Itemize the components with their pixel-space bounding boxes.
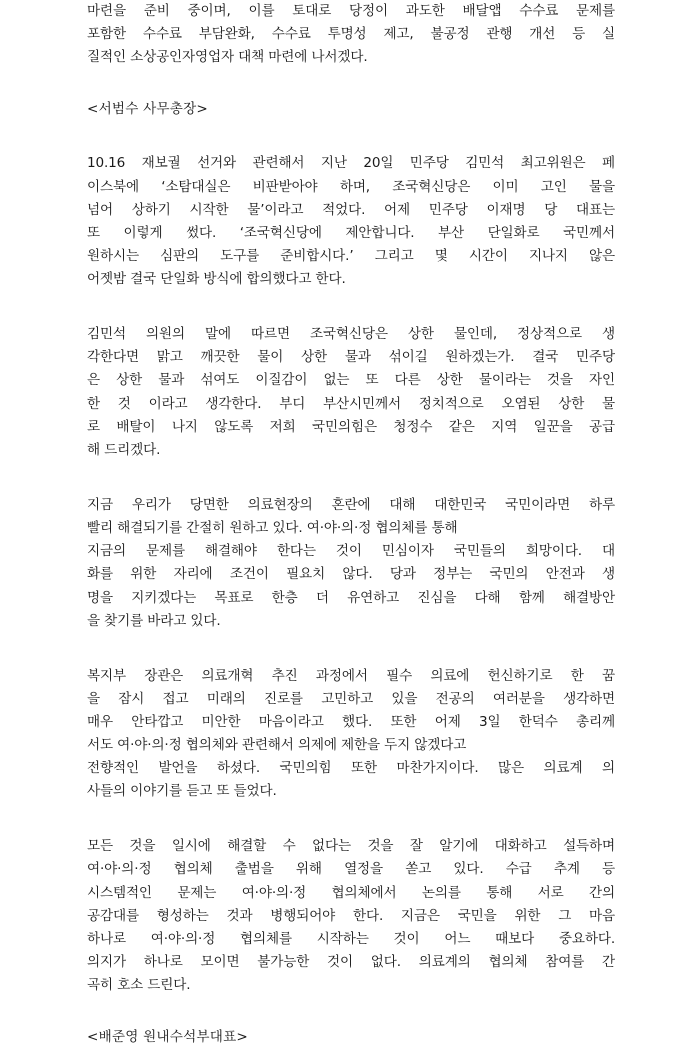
text-line: 매우 안타깝고 미안한 마음이라고 했다. 또한 어제 3일 한덕수 총리께 <box>87 713 615 730</box>
text-line: 한 것 이라고 생각한다. 부디 부산시민께서 정치적으로 오염된 상한 물 <box>87 395 615 412</box>
paragraph <box>87 835 615 997</box>
text-line: 넘어 상하기 시작한 물’이라고 적었다. 어제 민주당 이재명 당 대표는 <box>87 201 615 218</box>
text-line: 화를 위한 자리에 조건이 필요치 않다. 당과 정부는 국민의 안전과 생 <box>87 566 615 583</box>
text-line: 은 상한 물과 섞여도 이질감이 없는 또 다른 상한 물이라는 것을 자인 <box>87 372 615 389</box>
text-line: 시스템적인 문제는 여·야·의·정 협의체에서 논의를 통해 서로 간의 <box>87 884 615 901</box>
text-line: 김민석 의원의 말에 따르면 조국혁신당은 상한 물인데, 정상적으로 생 <box>87 326 615 343</box>
text-line: 마련을 준비 중이며, 이를 토대로 당정이 과도한 배달앱 수수료 문제를 <box>87 3 615 19</box>
text-line: 을 잠시 접고 미래의 진로를 고민하고 있을 전공의 여러분을 생각하면 <box>87 690 615 707</box>
paragraph <box>87 323 615 462</box>
text-line: 하나로 여·야·의·정 협의체를 시작하는 것이 어느 때보다 중요하다. <box>87 930 615 947</box>
text-line: 각한다면 맑고 깨끗한 물이 상한 물과 섞이길 원하겠는가. 결국 민주당 <box>87 349 615 366</box>
text-line: 원하시는 심판의 도구를 준비합시다.’ 그리고 몇 시간이 지나지 않은 <box>87 248 615 265</box>
text-line: 해 드리겠다. <box>87 442 161 458</box>
paragraph <box>87 152 615 291</box>
paragraph <box>87 665 615 804</box>
text-line: 을 찾기를 바라고 있다. <box>87 612 221 629</box>
text-line: 서도 여·야·의·정 협의체와 관련해서 의제에 제한을 두지 않겠다고 <box>87 737 467 754</box>
text-line: 사들의 이야기를 듣고 또 들었다. <box>87 783 277 800</box>
text-line: 복지부 장관은 의료개혁 추진 과정에서 필수 의료에 헌신하기로 한 꿈 <box>87 667 615 684</box>
text-line: 어젯밤 결국 단일화 방식에 합의했다고 한다. <box>87 271 346 288</box>
text-line: 빨리 해결되기를 간절히 원하고 있다. 여·야·의·정 협의체를 통해 <box>87 519 458 536</box>
text-line: 공감대를 형성하는 것과 병행되어야 한다. 지금은 국민을 위한 그 마음 <box>87 907 615 924</box>
text-line: 모든 것을 일시에 해결할 수 없다는 것을 잘 알기에 대화하고 설득하며 <box>87 838 615 855</box>
paragraph <box>87 494 615 633</box>
text-line: 또 이렇게 썼다. ‘조국혁신당에 제안합니다. 부산 단일화로 국민께서 <box>87 224 615 241</box>
text-line: 여·야·의·정 협의체 출범을 위해 열정을 쏟고 있다. 수급 추계 등 <box>87 861 615 878</box>
document-body <box>87 0 615 1049</box>
text-line: 곡히 호소 드린다. <box>87 977 191 994</box>
paragraph-intro <box>87 0 615 70</box>
text-line: 포함한 수수료 부담완화, 수수료 투명성 제고, 불공정 관행 개선 등 실 <box>87 26 615 43</box>
text-line: 10.16 재보궐 선거와 관련해서 지난 20일 민주당 김민석 최고위원은 페 <box>87 155 615 172</box>
text-line: 질적인 소상공인자영업자 대책 마련에 나서겠다. <box>87 49 368 66</box>
text-line: 이스북에 ‘소탐대실은 비판받아야 하며, 조국혁신당은 이미 고인 물을 <box>87 178 615 195</box>
text-line: 명을 지키겠다는 목표로 한층 더 유연하고 진심을 다해 함께 해결방안 <box>87 589 615 606</box>
text-line: 전향적인 발언을 하셨다. 국민의힘 또한 마찬가지이다. 많은 의료계 의 <box>87 760 615 777</box>
speaker-heading: <서범수 사무총장> <box>87 100 209 117</box>
text-line: 지금 우리가 당면한 의료현장의 혼란에 대해 대한민국 국민이라면 하루 <box>87 496 615 513</box>
text-line: 의지가 하나로 모이면 불가능한 것이 없다. 의료계의 협의체 참여를 간 <box>87 954 615 971</box>
speaker-heading: <배준영 원내수석부대표> <box>87 1028 249 1045</box>
text-line: 지금의 문제를 해결해야 한다는 것이 민심이자 국민들의 희망이다. 대 <box>87 543 615 560</box>
text-line: 로 배탈이 나지 않도록 저희 국민의힘은 청정수 같은 지역 일꾼을 공급 <box>87 418 615 435</box>
